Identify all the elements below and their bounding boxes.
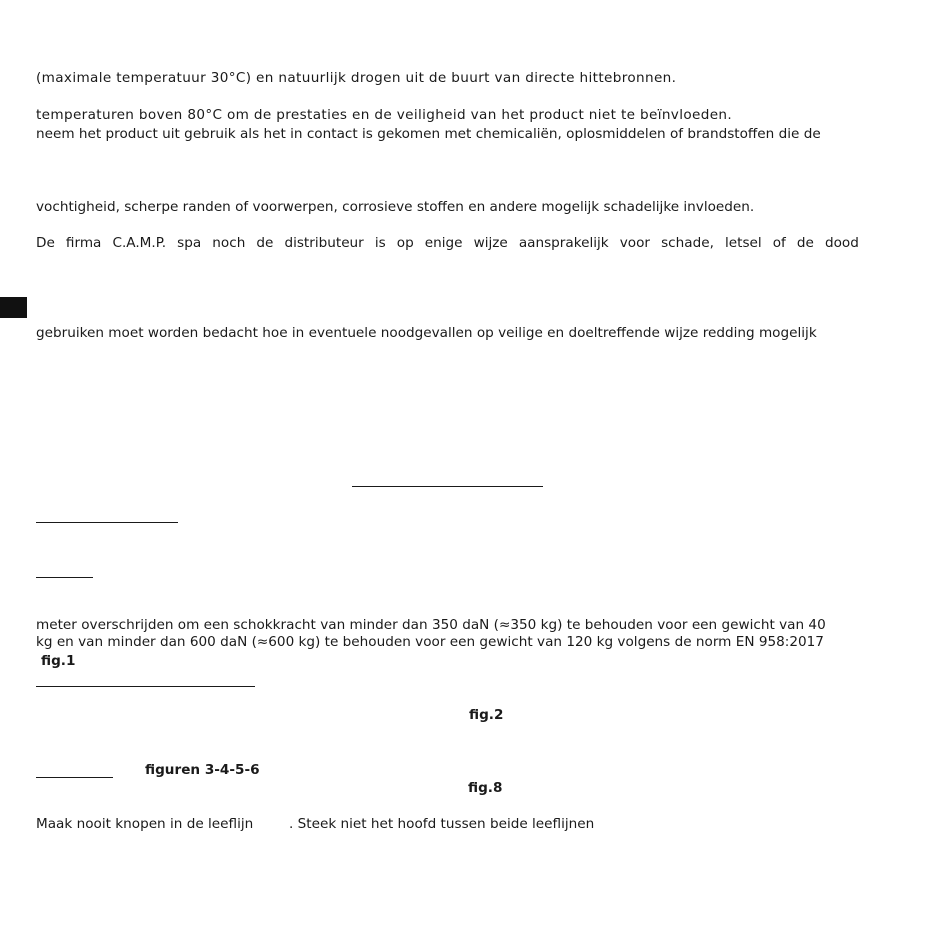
liability-word: aansprakelijk xyxy=(518,235,609,251)
liability-word: letsel xyxy=(724,235,762,251)
text-humidity: vochtigheid, scherpe randen of voorwerpen, corrosieve stoffen en andere mogelijk schadelijke invloeden. xyxy=(36,199,755,215)
liability-word: wijze xyxy=(473,235,508,251)
liability-word: de xyxy=(796,235,814,251)
text-rescue: gebruiken moet worden bedacht hoe in eventuele noodgevallen op veilige en doeltreffende wijze redding mogelijk xyxy=(36,325,817,341)
subheading-underline xyxy=(36,522,178,523)
liability-word: C.A.M.P. xyxy=(112,235,167,251)
small-underline xyxy=(36,777,113,778)
liability-word: enige xyxy=(424,235,463,251)
text-shock-force-2: kg en van minder dan 600 daN (≈600 kg) te behouden voor een gewicht van 120 kg volgens de norm EN 958:2017 xyxy=(36,634,824,650)
liability-word: schade, xyxy=(661,235,714,251)
text-shock-force-1: meter overschrijden om een schokkracht van minder dan 350 daN (≈350 kg) te behouden voor een gewicht van 40 xyxy=(36,617,826,633)
figure-ref-3-6: figuren 3-4-5-6 xyxy=(145,762,260,778)
section-underline xyxy=(36,686,255,687)
short-underline xyxy=(36,577,93,578)
liability-word: is xyxy=(374,235,386,251)
liability-word: firma xyxy=(65,235,102,251)
liability-word: spa xyxy=(177,235,202,251)
liability-word: dood xyxy=(824,235,859,251)
liability-word: De xyxy=(36,235,55,251)
figure-ref-8: fig.8 xyxy=(468,780,503,796)
liability-word: de xyxy=(256,235,274,251)
text-liability xyxy=(36,234,859,252)
liability-word: op xyxy=(396,235,414,251)
liability-word: distributeur xyxy=(284,235,364,251)
section-tab-marker xyxy=(0,297,27,318)
text-chemicals: neem het product uit gebruik als het in contact is gekomen met chemicaliën, oplosmiddelen of brandstoffen die de xyxy=(36,126,821,142)
heading-underline xyxy=(352,486,543,487)
figure-ref-2: fig.2 xyxy=(469,707,504,723)
text-no-knots: Maak nooit knopen in de leeflijn xyxy=(36,816,254,832)
liability-word: of xyxy=(772,235,786,251)
figure-ref-1: fig.1 xyxy=(41,653,76,669)
text-max-temperature: (maximale temperatuur 30°C) en natuurlijk drogen uit de buurt van directe hittebronnen. xyxy=(36,70,677,86)
text-temperature-80: temperaturen boven 80°C om de prestaties en de veiligheid van het product niet te beïnvloeden. xyxy=(36,107,733,123)
liability-word: noch xyxy=(212,235,246,251)
text-head-between-lanyards: . Steek niet het hoofd tussen beide leeflijnen xyxy=(289,816,595,832)
liability-word: voor xyxy=(619,235,651,251)
